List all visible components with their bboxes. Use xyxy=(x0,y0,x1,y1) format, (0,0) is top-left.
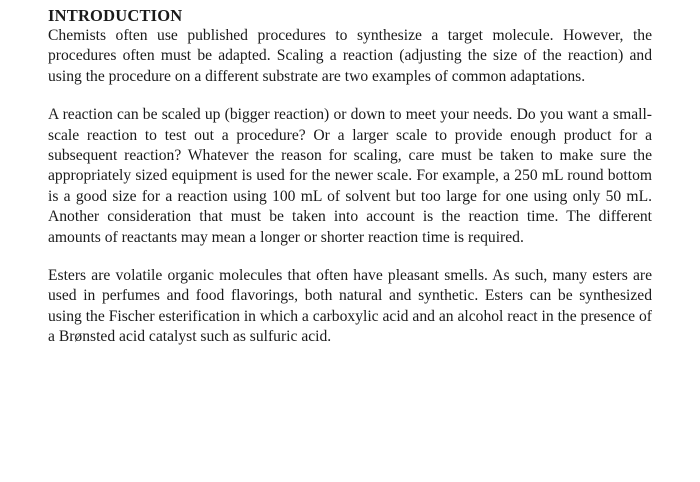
section-heading: INTRODUCTION xyxy=(48,6,183,25)
paragraph-esters: Esters are volatile organic molecules that often have pleasant smells. As such, many esters are used in perfumes and food flavorings, both natural and synthetic. Esters can be synthesized using the Fischer esterification in which a carboxylic acid and an alcohol react in the presence of a Brønsted acid catalyst such as sulfuric acid. xyxy=(48,267,652,346)
paragraph-scaling: A reaction can be scaled up (bigger reaction) or down to meet your needs. Do you want a small-scale reaction to test out a procedure? Or a larger scale to provide enough product for a subsequent reaction? Whatever the reason for scaling, care must be taken to make sure the appropriately sized equipment is used for the newer scale. For example, a 250 mL round bottom is a good size for a reaction using 100 mL of solvent but too large for one using only 50 mL. Another consideration that must be taken into account is the reaction time. The different amounts of reactants may mean a longer or shorter reaction time is required. xyxy=(48,106,652,246)
document-body xyxy=(48,5,652,348)
paragraph-intro: Chemists often use published procedures to synthesize a target molecule. However, the procedures often must be adapted. Scaling a reaction (adjusting the size of the reaction) and using the procedure on a different substrate are two examples of common adaptations. xyxy=(48,27,652,85)
